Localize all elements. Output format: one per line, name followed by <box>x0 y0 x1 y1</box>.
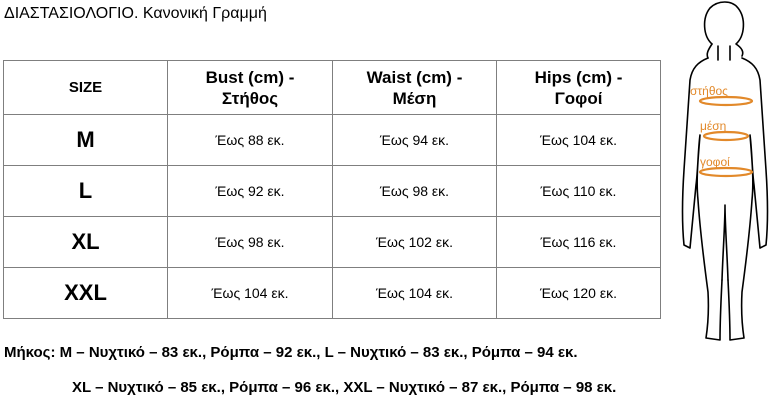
header-hips <box>497 61 661 115</box>
waist-figure-label: μέση <box>700 119 727 133</box>
right-body-outline <box>728 58 768 340</box>
hips-cell: Έως 110 εκ. <box>497 166 661 217</box>
header-waist-line1: Waist (cm) - <box>366 67 463 87</box>
header-waist-line2: Μέση <box>392 88 437 108</box>
table-row <box>4 166 661 217</box>
waist-cell: Έως 94 εκ. <box>333 115 497 166</box>
hips-figure-label: γοφοί <box>700 155 730 169</box>
header-hips-line2: Γοφοί <box>554 88 603 108</box>
bust-cell: Έως 104 εκ. <box>168 268 333 319</box>
waist-cell: Έως 102 εκ. <box>333 217 497 268</box>
body-measurement-figure <box>672 0 770 345</box>
waist-band <box>704 132 748 140</box>
bust-band <box>700 97 752 105</box>
header-bust <box>168 61 333 115</box>
header-bust-line2: Στήθος <box>221 88 279 108</box>
hips-band <box>700 168 752 176</box>
waist-cell: Έως 98 εκ. <box>333 166 497 217</box>
hips-cell: Έως 120 εκ. <box>497 268 661 319</box>
header-waist <box>333 61 497 115</box>
hips-cell: Έως 116 εκ. <box>497 217 661 268</box>
size-cell: L <box>4 166 168 217</box>
table-row <box>4 217 661 268</box>
table-row <box>4 268 661 319</box>
header-bust-line1: Bust (cm) - <box>205 67 295 87</box>
hips-cell: Έως 104 εκ. <box>497 115 661 166</box>
bust-figure-label: στήθος <box>690 84 728 98</box>
table-row <box>4 115 661 166</box>
bust-cell: Έως 92 εκ. <box>168 166 333 217</box>
bust-cell: Έως 88 εκ. <box>168 115 333 166</box>
bust-cell: Έως 98 εκ. <box>168 217 333 268</box>
size-cell: XL <box>4 217 168 268</box>
size-cell: M <box>4 115 168 166</box>
header-hips-line1: Hips (cm) - <box>534 67 623 87</box>
table-header-row <box>4 61 661 115</box>
waist-cell: Έως 104 εκ. <box>333 268 497 319</box>
document-title: ΔΙΑΣΤΑΣΙΟΛΟΓΙΟ. Κανονική Γραμμή <box>4 5 267 22</box>
header-size: SIZE <box>4 61 168 115</box>
size-cell: XXL <box>4 268 168 319</box>
length-info-line1: Μήκος: M – Νυχτικό – 83 εκ., Ρόμπα – 92 εκ., L – Νυχτικό – 83 εκ., Ρόμπα – 94 εκ. <box>4 344 578 361</box>
length-info-line2: XL – Νυχτικό – 85 εκ., Ρόμπα – 96 εκ., XXL – Νυχτικό – 87 εκ., Ρόμπα – 98 εκ. <box>72 379 617 396</box>
size-chart-table <box>3 60 661 319</box>
